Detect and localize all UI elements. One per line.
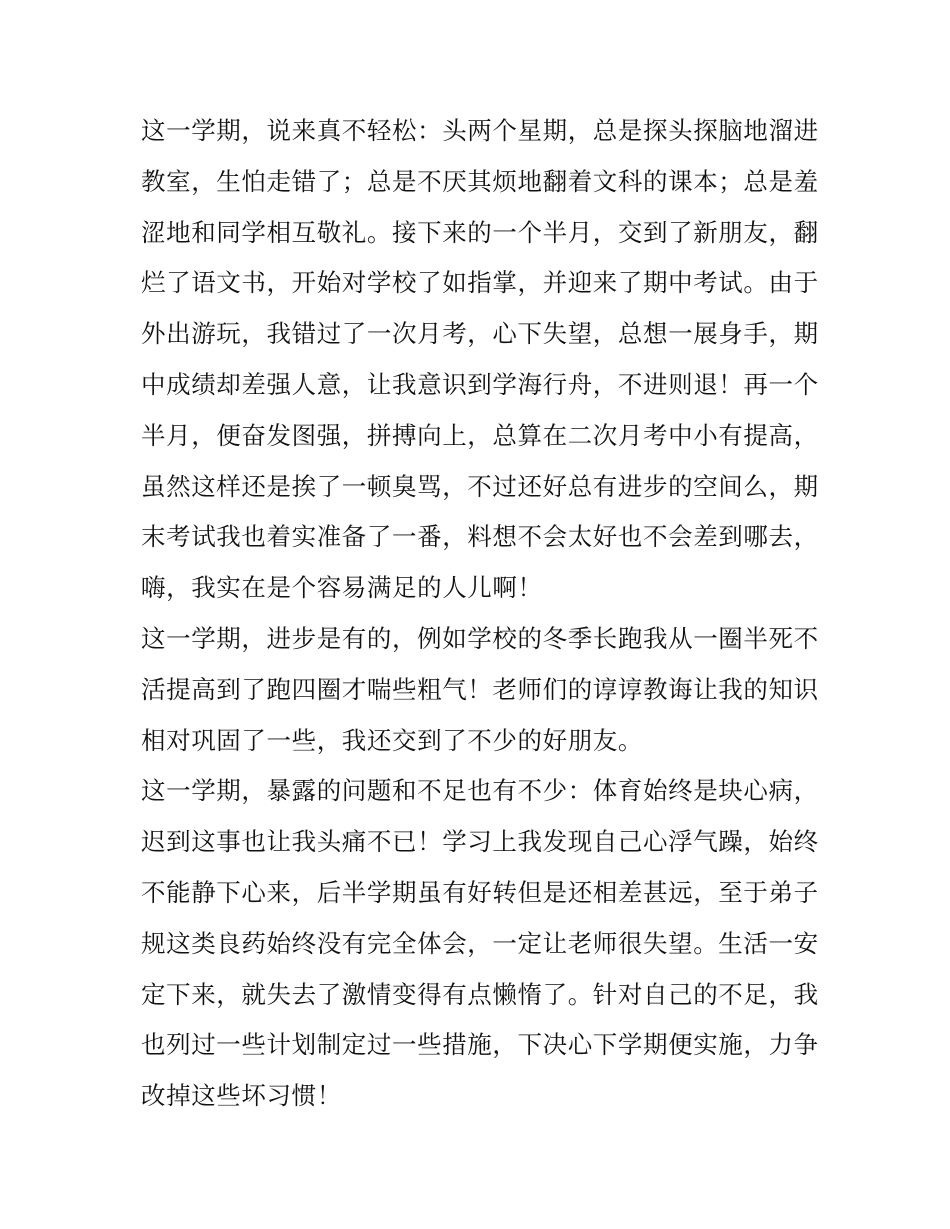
text-line: 改掉这些坏习惯！ (141, 1081, 342, 1111)
text-line: 规这类良药始终没有完全体会，一定让老师很失望。生活一安 (141, 928, 819, 958)
text-line: 涩地和同学相互敬礼。接下来的一个半月，交到了新朋友，翻 (141, 217, 819, 247)
text-line: 末考试我也着实准备了一番，料想不会太好也不会差到哪去， (141, 522, 819, 552)
text-line: 外出游玩，我错过了一次月考，心下失望，总想一展身手，期 (141, 319, 819, 349)
body-text (141, 106, 821, 1122)
text-line: 这一学期，进步是有的，例如学校的冬季长跑我从一圈半死不 (141, 623, 819, 653)
text-line: 中成绩却差强人意，让我意识到学海行舟，不进则退！再一个 (141, 369, 819, 399)
text-line: 不能静下心来，后半学期虽有好转但是还相差甚远，至于弟子 (141, 877, 819, 907)
text-line: 迟到这事也让我头痛不已！学习上我发现自己心浮气躁，始终 (141, 827, 819, 857)
text-line: 这一学期，说来真不轻松：头两个星期，总是探头探脑地溜进 (141, 116, 819, 145)
text-line: 嗨，我实在是个容易满足的人儿啊！ (141, 573, 543, 603)
text-line: 烂了语文书，开始对学校了如指掌，并迎来了期中考试。由于 (141, 268, 819, 298)
text-line: 虽然这样还是挨了一顿臭骂，不过还好总有进步的空间么，期 (141, 471, 819, 501)
text-line: 教室，生怕走错了；总是不厌其烦地翻着文科的课本；总是羞 (141, 166, 819, 196)
text-line: 定下来，就失去了激情变得有点懒惰了。针对自己的不足，我 (141, 979, 819, 1009)
text-line: 这一学期，暴露的问题和不足也有不少：体育始终是块心病， (141, 776, 819, 806)
text-line: 也列过一些计划制定过一些措施，下决心下学期便实施，力争 (141, 1030, 819, 1060)
text-line: 相对巩固了一些，我还交到了不少的好朋友。 (141, 725, 643, 755)
text-line: 活提高到了跑四圈才喘些粗气！老师们的谆谆教诲让我的知识 (141, 674, 819, 704)
text-line: 半月，便奋发图强，拼搏向上，总算在二次月考中小有提高， (141, 420, 819, 450)
